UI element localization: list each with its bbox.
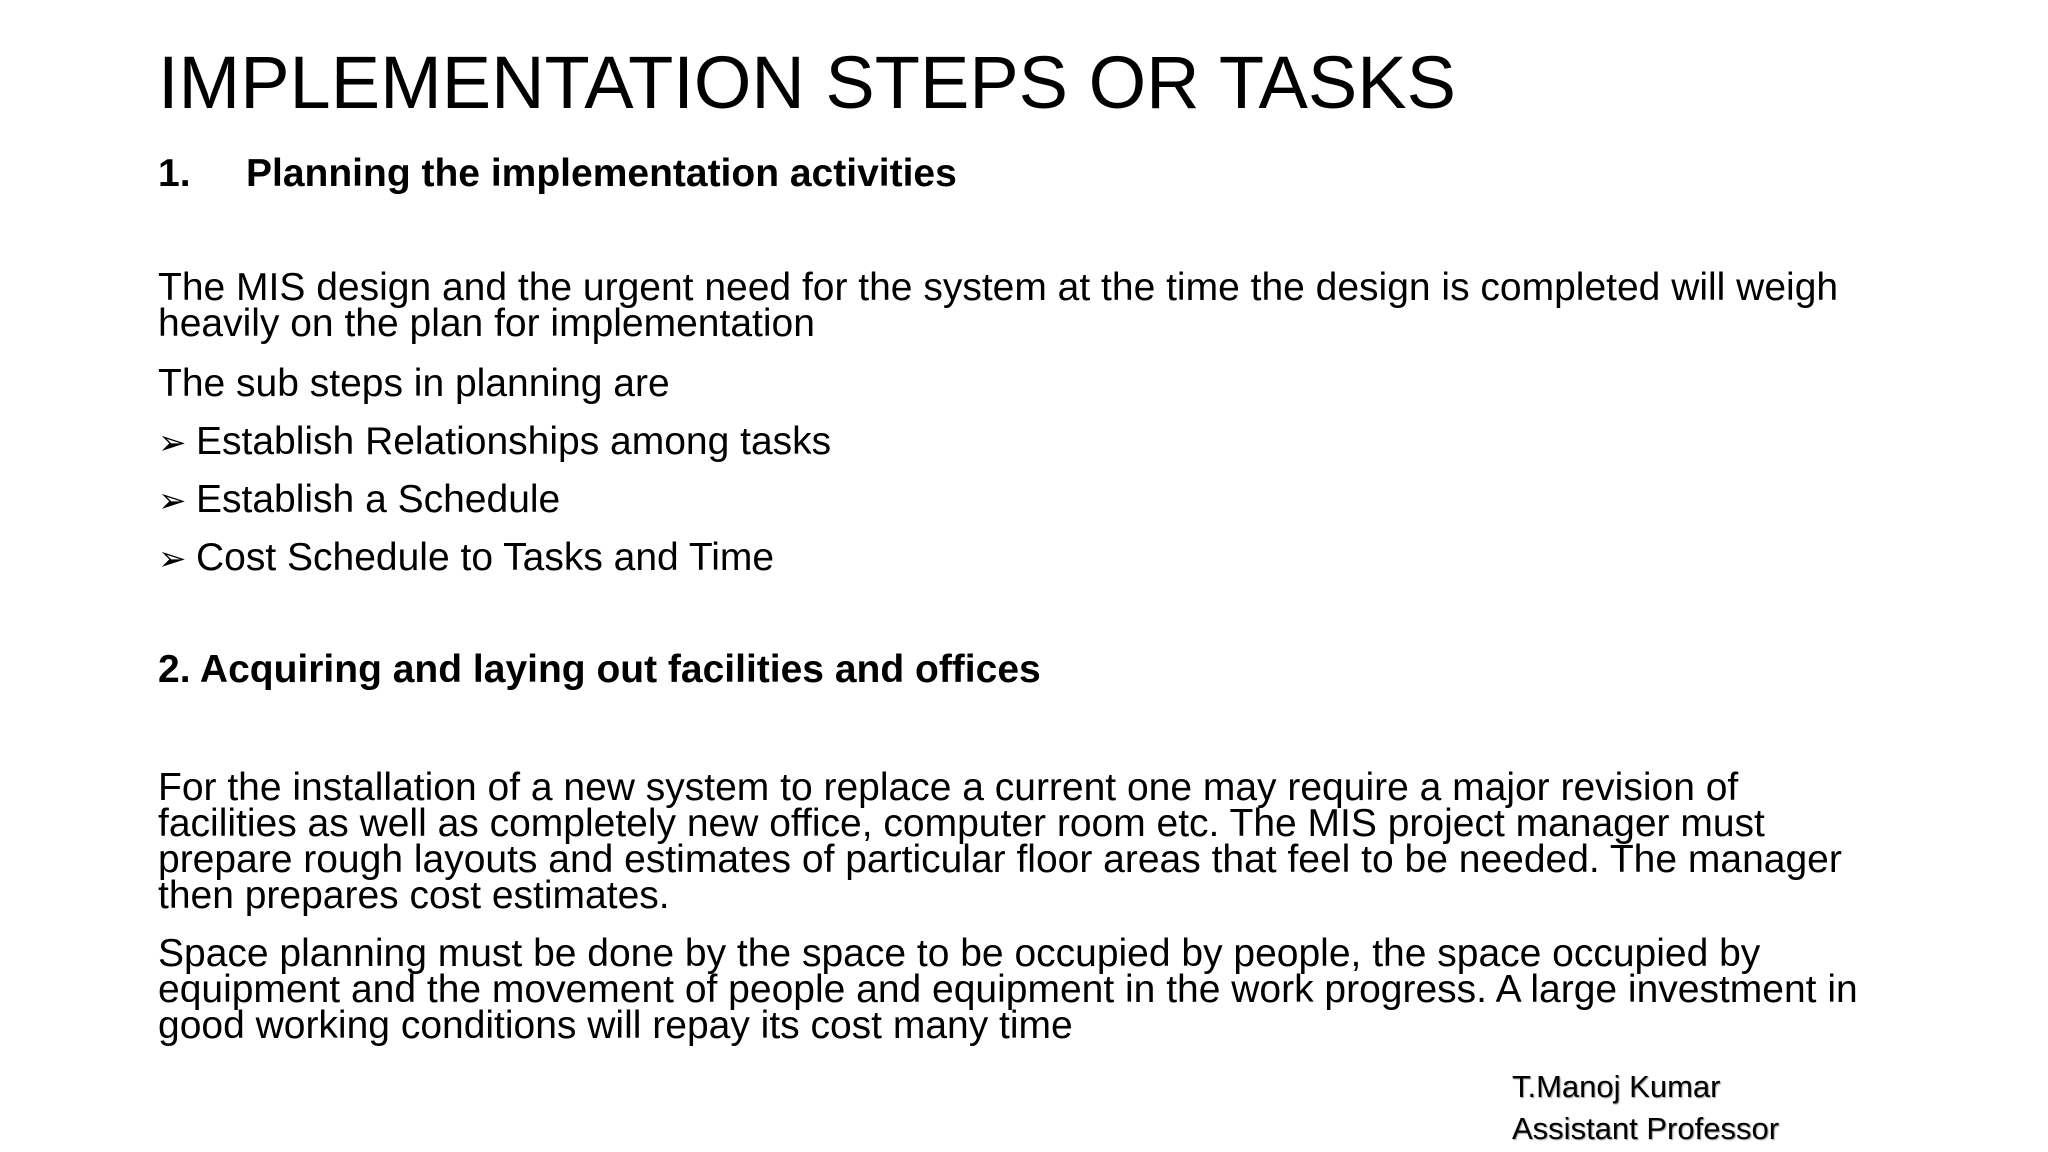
paragraph-line: equipment and the movement of people and equipment in the work progress. A large investment in: [158, 968, 1858, 1011]
paragraph-line: prepare rough layouts and estimates of particular floor areas that feel to be needed. The manager: [158, 838, 1842, 881]
section2-paragraph-1: [158, 766, 1918, 917]
section1-intro: The sub steps in planning are: [158, 362, 670, 405]
paragraph-line: heavily on the plan for implementation: [158, 302, 815, 345]
author-designation: Assistant Professor: [1512, 1111, 1780, 1146]
author-name: T.Manoj Kumar: [1512, 1069, 1721, 1104]
section1-paragraph: [158, 266, 1918, 345]
list-item: [158, 418, 831, 467]
paragraph-line: For the installation of a new system to replace a current one may require a major revision of: [158, 766, 1739, 809]
paragraph-line: Space planning must be done by the space to be occupied by people, the space occupied by: [158, 932, 1761, 975]
section1-heading: [158, 150, 957, 198]
paragraph-line: facilities as well as completely new office, computer room etc. The MIS project manager must: [158, 802, 1765, 845]
paragraph-line: then prepares cost estimates.: [158, 874, 670, 917]
list-item-text: Cost Schedule to Tasks and Time: [196, 536, 775, 579]
section2-heading: 2. Acquiring and laying out facilities and offices: [158, 648, 1041, 691]
author-block: [1512, 1066, 1779, 1150]
arrowhead-bullet-icon: ➢: [158, 540, 187, 578]
section1-number: 1.: [158, 152, 191, 195]
list-item: [158, 534, 774, 583]
section2-paragraph-2: [158, 932, 1918, 1047]
arrowhead-bullet-icon: ➢: [158, 482, 187, 520]
list-item-text: Establish a Schedule: [196, 478, 561, 521]
arrowhead-bullet-icon: ➢: [158, 424, 187, 462]
list-item-text: Establish Relationships among tasks: [196, 420, 832, 463]
list-item: [158, 476, 560, 525]
section1-heading-text: Planning the implementation activities: [246, 152, 957, 195]
slide-title: IMPLEMENTATION STEPS OR TASKS: [158, 41, 1456, 124]
paragraph-line: good working conditions will repay its cost many time: [158, 1004, 1073, 1047]
paragraph-line: The MIS design and the urgent need for the system at the time the design is completed will weigh: [158, 266, 1839, 309]
